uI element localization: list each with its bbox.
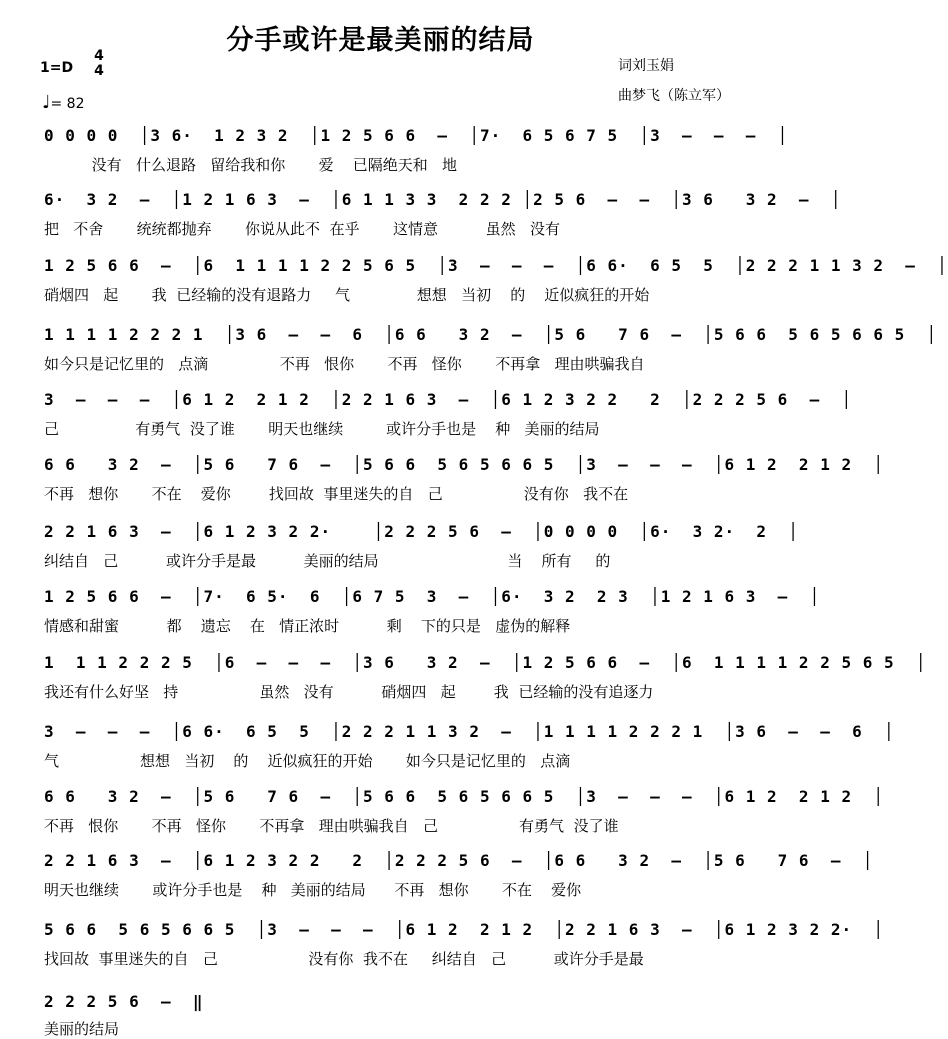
lyric-line: 己 有勇气 没了谁 明天也继续 或许分手也是 种 美丽的结局: [44, 420, 600, 438]
tempo-value: = 82: [50, 96, 85, 112]
notation-line: 3 – – – │6 6· 6 5 5 │2 2 2 1 1 3 2 – │1 1 1 1 2 2 2 1 │3 6 – – 6 │: [44, 722, 895, 741]
notation-line: 5 6 6 5 6 5 6 6 5 │3 – – – │6 1 2 2 1 2 │2 2 1 6 3 – │6 1 2 3 2 2· │: [44, 920, 884, 939]
notation-line: 1 1 1 1 2 2 2 1 │3 6 – – 6 │6 6 3 2 – │5 6 7 6 – │5 6 6 5 6 5 6 6 5 │: [44, 325, 938, 344]
lyric-line: 纠结自 己 或许分手是最 美丽的结局 当 所有 的: [44, 552, 611, 570]
lyric-line: 不再 恨你 不再 怪你 不再拿 理由哄骗我自 己 有勇气 没了谁: [44, 817, 619, 835]
lyric-line: 美丽的结局: [44, 1020, 120, 1038]
notation-line: 1 2 5 6 6 – │7· 6 5· 6 │6 7 5 3 – │6· 3 2 2 3 │1 2 1 6 3 – │: [44, 587, 821, 606]
lyric-line: 气 想想 当初 的 近似疯狂的开始 如今只是记忆里的 点滴: [44, 752, 571, 770]
notation-line: 6 6 3 2 – │5 6 7 6 – │5 6 6 5 6 5 6 6 5 │3 – – – │6 1 2 2 1 2 │: [44, 787, 884, 806]
notation-line: 6 6 3 2 – │5 6 7 6 – │5 6 6 5 6 5 6 6 5 │3 – – – │6 1 2 2 1 2 │: [44, 455, 884, 474]
lyric-line: 硝烟四 起 我 已经输的没有退路力 气 想想 当初 的 近似疯狂的开始: [44, 286, 650, 304]
lyric-line: 找回故 事里迷失的自 己 没有你 我不在 纠结自 己 或许分手是最: [44, 950, 644, 968]
lyric-line: 不再 想你 不在 爱你 找回故 事里迷失的自 己 没有你 我不在: [44, 485, 629, 503]
notation-line: 1 2 5 6 6 – │6 1 1 1 1 2 2 5 6 5 │3 – – – │6 6· 6 5 5 │2 2 2 1 1 3 2 – │: [44, 256, 948, 275]
lyric-line: 明天也继续 或许分手也是 种 美丽的结局 不再 想你 不在 爱你: [44, 881, 582, 899]
notation-line: 1 1 1 2 2 2 5 │6 – – – │3 6 3 2 – │1 2 5 6 6 – │6 1 1 1 1 2 2 5 6 5 │: [44, 653, 927, 672]
lyric-line: 我还有什么好坚 持 虽然 没有 硝烟四 起 我 已经输的没有追逐力: [44, 683, 654, 701]
notation-line: 3 – – – │6 1 2 2 1 2 │2 2 1 6 3 – │6 1 2 3 2 2 2 │2 2 2 5 6 – │: [44, 390, 853, 409]
notation-line: 6· 3 2 – │1 2 1 6 3 – │6 1 1 3 3 2 2 2 │2 5 6 – – │3 6 3 2 – │: [44, 190, 842, 209]
time-signature-top: 4: [94, 48, 104, 64]
notation-line: 2 2 2 5 6 – ‖: [44, 992, 204, 1011]
lyric-line: 如今只是记忆里的 点滴 不再 恨你 不再 怪你 不再拿 理由哄骗我自: [44, 355, 645, 373]
quarter-note-icon: ♩: [42, 92, 51, 113]
time-signature: [92, 49, 106, 79]
notation-line: 0 0 0 0 │3 6· 1 2 3 2 │1 2 5 6 6 – │7· 6 5 6 7 5 │3 – – – │: [44, 126, 789, 145]
time-signature-bottom: 4: [94, 63, 104, 79]
composer-credit: 曲梦飞（陈立军）: [618, 88, 730, 104]
lyric-line: 把 不舍 统统都抛弃 你说从此不 在乎 这情意 虽然 没有: [44, 220, 560, 238]
song-title: 分手或许是最美丽的结局: [226, 25, 535, 56]
lyricist-credit: 词刘玉娟: [618, 58, 674, 74]
notation-line: 2 2 1 6 3 – │6 1 2 3 2 2 2 │2 2 2 5 6 – │6 6 3 2 – │5 6 7 6 – │: [44, 851, 874, 870]
tempo-marking: [42, 92, 85, 113]
lyric-line: 没有 什么退路 留给我和你 爱 已隔绝天和 地: [44, 156, 458, 174]
notation-line: 2 2 1 6 3 – │6 1 2 3 2 2· │2 2 2 5 6 – │0 0 0 0 │6· 3 2· 2 │: [44, 522, 799, 541]
lyric-line: 情感和甜蜜 都 遗忘 在 情正浓时 剩 下的只是 虚伪的解释: [44, 617, 571, 635]
key-signature: 1=D: [40, 60, 74, 76]
